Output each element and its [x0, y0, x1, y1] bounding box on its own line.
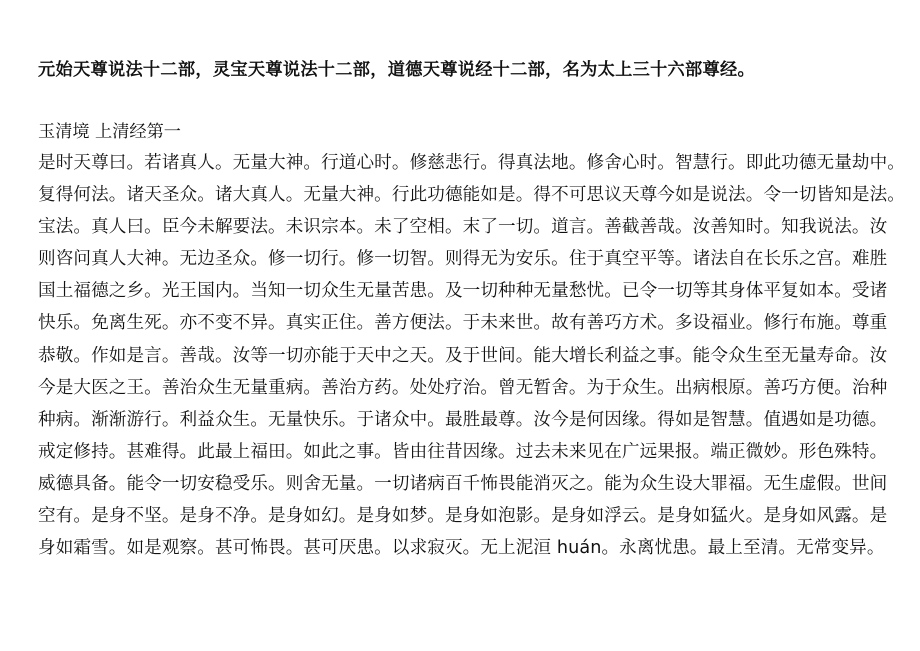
text-line: 恭敬。作如是言。善哉。汝等一切亦能于天中之天。及于世间。能大增长利益之事。能令众生至无量寿命。汝 — [38, 345, 888, 366]
text-line: 今是大医之王。善治众生无量重病。善治方药。处处疗治。曾无暂舍。为于众生。出病根原。善巧方便。治种 — [38, 377, 888, 398]
text-line: 国土福德之乡。光王国内。当知一切众生无量苦患。及一切种种无量愁忧。已令一切等其身体平复如本。受诸 — [38, 281, 888, 302]
text-line: 宝法。真人曰。臣今未解要法。未识宗本。未了空相。末了一切。道言。善截善哉。汝善知时。知我说法。汝 — [38, 217, 888, 238]
section-title: 玉清境 上清经第一 — [38, 122, 181, 142]
body-text — [38, 151, 905, 568]
text-line: 种病。渐渐游行。利益众生。无量快乐。于诸众中。最胜最尊。汝今是何因缘。得如是智慧。值遇如是功德。 — [38, 409, 888, 430]
text-line: 空有。是身不坚。是身不净。是身如幻。是身如梦。是身如泡影。是身如浮云。是身如猛火。是身如风露。是 — [38, 506, 888, 527]
text-line: 是时天尊曰。若诸真人。无量大神。行道心时。修慈悲行。得真法地。修舍心时。智慧行。即此功德无量劫中。 — [38, 153, 905, 173]
text-line: 身如霜雪。如是观察。甚可怖畏。甚可厌患。以求寂灭。无上泥洹 huán。永离忧患。最上至清。无常变异。 — [38, 538, 885, 559]
text-line: 威德具备。能令一切安稳受乐。则舍无量。一切诸病百千怖畏能消灭之。能为众生设大罪福。无生虚假。世间 — [38, 473, 888, 494]
document-headline: 元始天尊说法十二部，灵宝天尊说法十二部，道德天尊说经十二部，名为太上三十六部尊经。 — [38, 60, 755, 80]
text-line: 复得何法。诸天圣众。诸大真人。无量大神。行此功德能如是。得不可思议天尊今如是说法。令一切皆知是法。 — [38, 185, 905, 206]
text-line: 则咨问真人大神。无边圣众。修一切行。修一切智。则得无为安乐。住于真空平等。诸法自在长乐之宫。难胜 — [38, 249, 888, 270]
text-line: 戒定修持。甚难得。此最上福田。如此之事。皆由往昔因缘。过去未来见在广远果报。端正微妙。形色殊特。 — [38, 441, 888, 462]
text-line: 快乐。免离生死。亦不变不异。真实正住。善方便法。于未来世。故有善巧方术。多设福业。修行布施。尊重 — [38, 313, 888, 334]
